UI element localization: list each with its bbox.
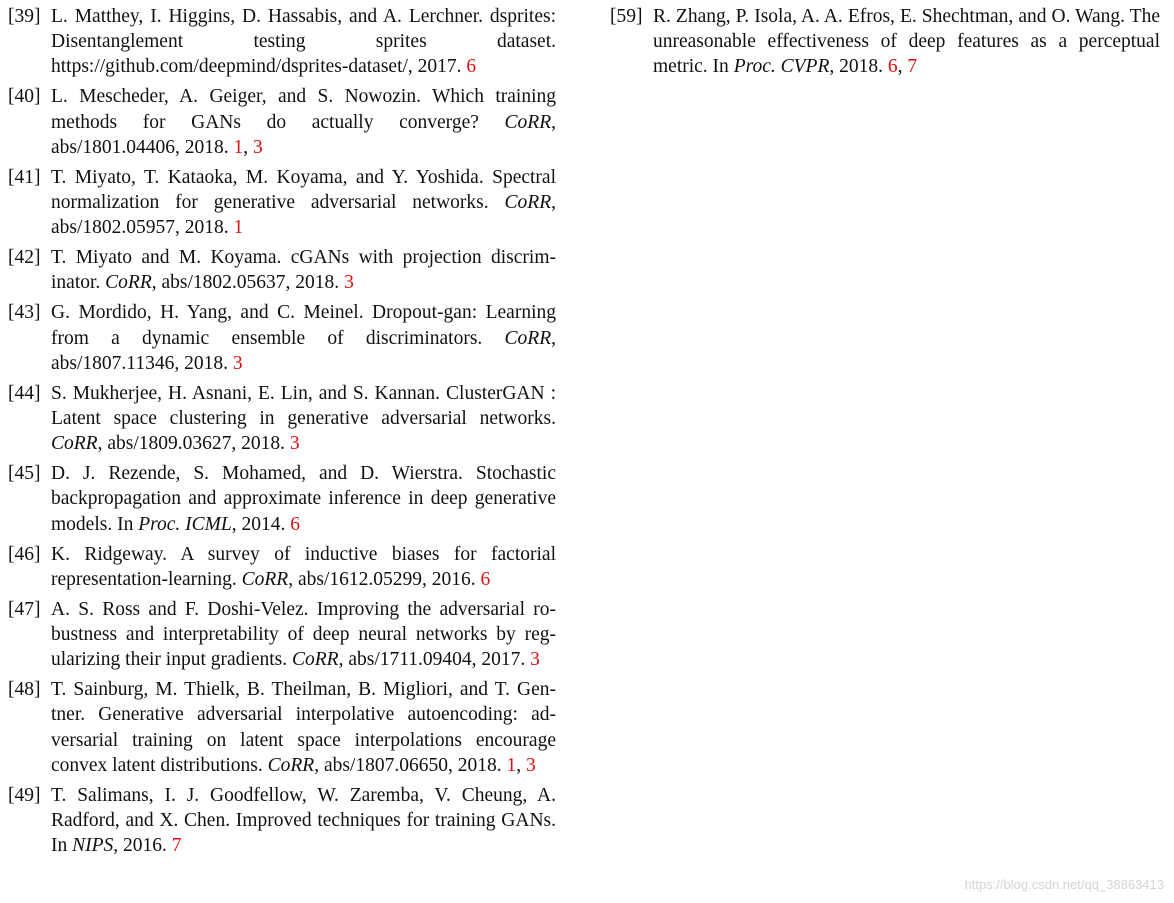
citation-text: T. Miyato and M. Koyama. cGANs with projection discriminator. [51, 247, 556, 294]
reference-entry [8, 461, 556, 537]
reference-column-right [610, 4, 1160, 84]
page-backref-link[interactable]: 6 [466, 56, 477, 78]
citation-text: S. Mukherjee, H. Asnani, E. Lin, and S. Kannan. ClusterGAN : Latent space clustering in generative adversarial networks. [51, 382, 556, 430]
citation-text: , abs/1711.09404, 2017. [338, 649, 531, 671]
reference-number: [48] [8, 679, 41, 701]
citation-text: , [243, 136, 254, 158]
reference-text [51, 245, 556, 295]
reference-text [51, 597, 556, 673]
citation-text: , 2016. [113, 835, 172, 857]
citation-text: L. Mescheder, A. Geiger, and S. Nowozin. Which training methods for GANs do actually converge? [51, 86, 556, 133]
citation-text: T. Miyato, T. Kataoka, M. Koyama, and Y. Yoshida. Spectral normalization for generative adversarial networks. [51, 166, 556, 214]
reference-number: [44] [8, 382, 41, 404]
reference-text [51, 783, 556, 859]
venue-text: CoRR [241, 568, 289, 590]
citation-text: T. Sainburg, M. Thielk, B. Theilman, B. Migliori, and T. Gentner. Generative adversarial interpolative autoencoding: adversarial training on latent space interpolations encourage convex latent distributions. [51, 679, 556, 776]
venue-text: CoRR [504, 327, 552, 349]
reference-number: [45] [8, 463, 41, 485]
venue-text: CoRR [504, 111, 552, 133]
venue-text: Proc. CVPR [733, 56, 830, 78]
reference-text [51, 381, 556, 457]
reference-number: [49] [8, 784, 41, 806]
citation-text: , [516, 754, 527, 776]
venue-text: CoRR [51, 433, 98, 455]
reference-entry [8, 677, 556, 778]
citation-text: , abs/1801.04406, 2018. [51, 111, 556, 158]
reference-entry [8, 84, 556, 160]
citation-text: K. Ridgeway. A survey of inductive biases for factorial representation-learning. [51, 543, 556, 590]
reference-entry [8, 300, 556, 376]
reference-text [51, 4, 556, 80]
page-backref-link[interactable]: 3 [530, 649, 540, 671]
venue-text: CoRR [105, 272, 152, 294]
reference-entry [8, 4, 556, 80]
citation-text: L. Matthey, I. Higgins, D. Hassabis, and A. Lerchner. dsprites: Disentanglement testing sprites dataset. https://github.com/deepmind/dsprites-dataset/, 2017. [51, 6, 556, 78]
page-backref-link[interactable]: 3 [526, 754, 536, 776]
citation-text: , abs/1807.11346, 2018. [51, 327, 556, 374]
reference-entry [8, 245, 556, 295]
citation-text: , abs/1809.03627, 2018. [97, 433, 290, 455]
venue-text: NIPS [72, 835, 114, 857]
page-backref-link[interactable]: 7 [907, 56, 918, 78]
page-backref-link[interactable]: 3 [344, 272, 354, 294]
venue-text: CoRR [291, 649, 339, 671]
citation-text: G. Mordido, H. Yang, and C. Meinel. Dropout-gan: Learning from a dynamic ensemble of discriminators. [51, 302, 556, 349]
reference-number: [39] [8, 6, 41, 27]
page-backref-link[interactable]: 1 [506, 754, 517, 776]
citation-text: R. Zhang, P. Isola, A. A. Efros, E. Shechtman, and O. Wang. The unreasonable effectiveness of deep features as a perceptual metric. In [653, 6, 1160, 78]
reference-number: [43] [8, 302, 41, 324]
reference-entry [8, 597, 556, 673]
reference-entry [8, 381, 556, 457]
reference-text [51, 542, 556, 592]
page-backref-link[interactable]: 1 [233, 217, 244, 239]
page-backref-link[interactable]: 3 [232, 352, 243, 374]
page-backref-link[interactable]: 6 [887, 56, 898, 78]
reference-number: [59] [610, 6, 643, 27]
reference-text [51, 300, 556, 376]
citation-text: D. J. Rezende, S. Mohamed, and D. Wierstra. Stochastic backpropagation and approximate inference in deep generative models. In [51, 463, 556, 535]
citation-text: T. Salimans, I. J. Goodfellow, W. Zaremba, V. Cheung, A. Radford, and X. Chen. Improved techniques for training GANs. In [51, 784, 556, 857]
reference-number: [42] [8, 247, 41, 269]
citation-text: , abs/1807.06650, 2018. [314, 754, 507, 776]
page-backref-link[interactable]: 6 [290, 513, 300, 535]
page-backref-link[interactable]: 6 [480, 568, 491, 590]
citation-text: , [897, 56, 908, 78]
reference-column-left [8, 4, 556, 863]
citation-text: , abs/1612.05299, 2016. [288, 568, 481, 590]
reference-entry [610, 4, 1160, 80]
reference-text [51, 84, 556, 160]
reference-text [653, 4, 1160, 80]
reference-number: [41] [8, 166, 41, 188]
reference-number: [46] [8, 543, 41, 565]
reference-text [51, 461, 556, 537]
venue-text: Proc. ICML [138, 513, 232, 535]
reference-number: [47] [8, 598, 41, 620]
page-backref-link[interactable]: 1 [233, 136, 244, 158]
reference-number: [40] [8, 86, 41, 108]
citation-text: , abs/1802.05957, 2018. [51, 192, 556, 239]
watermark: https://blog.csdn.net/qq_38863413 [964, 877, 1164, 892]
page-backref-link[interactable]: 3 [289, 433, 300, 455]
reference-entry [8, 542, 556, 592]
venue-text: CoRR [504, 192, 552, 214]
page-backref-link[interactable]: 7 [171, 835, 182, 857]
page-backref-link[interactable]: 3 [253, 136, 263, 158]
citation-text: , 2018. [829, 56, 888, 78]
reference-text [51, 677, 556, 778]
citation-text: , abs/1802.05637, 2018. [151, 272, 345, 294]
reference-entry [8, 783, 556, 859]
venue-text: CoRR [267, 754, 315, 776]
reference-text [51, 165, 556, 241]
reference-entry [8, 165, 556, 241]
citation-text: , 2014. [231, 513, 291, 535]
citation-text: A. S. Ross and F. Doshi-Velez. Improving the adversarial robustness and interpretability of deep neural networks by regularizing their input gradients. [51, 598, 556, 671]
